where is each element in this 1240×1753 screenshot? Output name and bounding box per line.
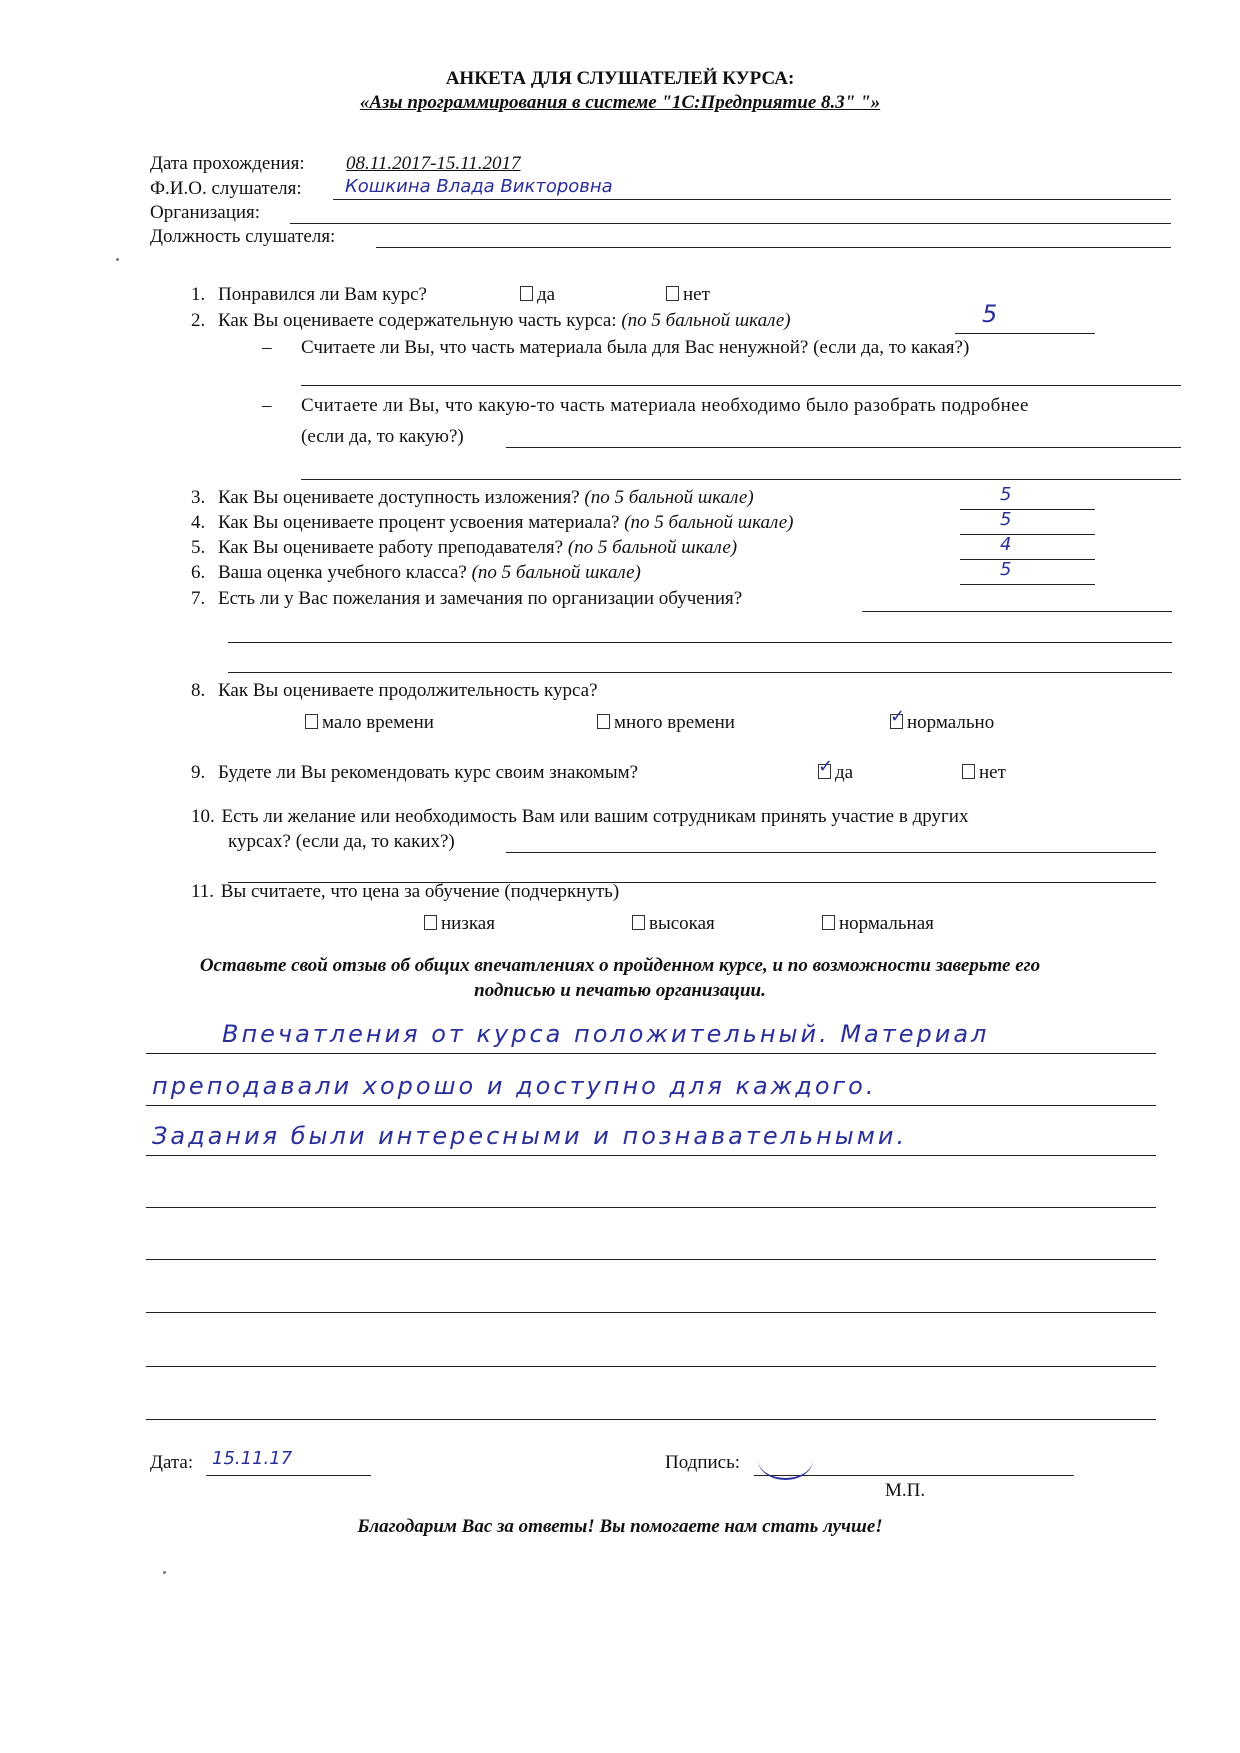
q5-answer-line (960, 559, 1095, 560)
q5-answer[interactable]: 4 (1000, 534, 1012, 555)
feedback-line-4[interactable] (146, 1207, 1156, 1208)
checkbox-icon (666, 286, 679, 301)
feedback-line-3[interactable]: Задания были интересными и познавательными. (152, 1122, 908, 1150)
thanks-message: Благодарим Вас за ответы! Вы помогаете нам стать лучше! (357, 1516, 883, 1537)
checkbox-icon (424, 915, 437, 930)
feedback-line-rule (146, 1053, 1156, 1054)
q2-answer-line (955, 333, 1095, 334)
feedback-line-2[interactable]: преподавали хорошо и доступно для каждого. (152, 1072, 877, 1100)
name-field[interactable]: Кошкина Влада Викторовна (345, 176, 613, 197)
feedback-line-6[interactable] (146, 1312, 1156, 1313)
checkbox-icon (305, 714, 318, 729)
q7-field[interactable] (862, 611, 1172, 612)
question-10: 10. Есть ли желание или необходимость Вам или вашим сотрудникам принять участие в других (191, 806, 969, 827)
checkbox-icon (962, 764, 975, 779)
scan-speck (116, 258, 119, 261)
q2-sub1-dash: – (262, 337, 272, 358)
footer-date-label: Дата: (150, 1452, 194, 1473)
q4-answer[interactable]: 5 (1000, 509, 1012, 530)
checkbox-icon (597, 714, 610, 729)
q8-option-normal[interactable]: ✓ нормально (890, 712, 994, 734)
checkbox-icon (632, 915, 645, 930)
org-field[interactable] (290, 223, 1171, 224)
question-5: 5. Как Вы оцениваете работу преподавателя? (по 5 бальной шкале) (191, 537, 738, 558)
feedback-prompt-2: подписью и печатью организации. (474, 980, 766, 1001)
name-label: Ф.И.О. слушателя: (150, 178, 302, 199)
q4-answer-line (960, 534, 1095, 535)
feedback-line-5[interactable] (146, 1259, 1156, 1260)
q3-answer[interactable]: 5 (1000, 484, 1012, 505)
scan-speck (163, 1571, 166, 1574)
q2-sub2-field-2[interactable] (301, 479, 1181, 480)
q6-answer[interactable]: 5 (1000, 559, 1012, 580)
q2-sub2-text2: (если да, то какую?) (301, 426, 464, 447)
checkbox-icon (520, 286, 533, 301)
q2-sub2-field[interactable] (506, 447, 1181, 448)
q11-option-high[interactable]: высокая (632, 913, 715, 935)
course-name: «Азы программирования в системе "1С:Предприятие 8.3" "» (359, 92, 881, 113)
checked-checkbox-icon (818, 764, 831, 779)
q1-option-no[interactable]: нет (666, 284, 710, 306)
footer-date-value[interactable]: 15.11.17 (212, 1448, 293, 1469)
q6-answer-line (960, 584, 1095, 585)
q8-option-short[interactable]: мало времени (305, 712, 434, 734)
q2-sub2-text: Считаете ли Вы, что какую-то часть материала необходимо было разобрать подробнее (301, 395, 1029, 416)
signature-label: Подпись: (665, 1452, 741, 1473)
q8-option-long[interactable]: много времени (597, 712, 735, 734)
question-2: 2. Как Вы оцениваете содержательную часть курса: (по 5 бальной шкале) (191, 310, 791, 331)
feedback-line-rule (146, 1105, 1156, 1106)
feedback-prompt-1: Оставьте свой отзыв об общих впечатлениях о пройденном курсе, и по возможности заверьте его (199, 955, 1041, 976)
q11-option-normal[interactable]: нормальная (822, 913, 934, 935)
org-label: Организация: (150, 202, 261, 223)
date-label: Дата прохождения: (150, 153, 305, 174)
feedback-line-1[interactable]: Впечатления от курса положительный. Материал (222, 1020, 990, 1048)
question-3: 3. Как Вы оцениваете доступность изложения? (по 5 бальной шкале) (191, 487, 754, 508)
q11-option-low[interactable]: низкая (424, 913, 495, 935)
checkbox-icon (822, 915, 835, 930)
q9-option-yes[interactable]: ✓ да (818, 762, 853, 784)
q9-option-no[interactable]: нет (962, 762, 1006, 784)
q1-option-yes[interactable]: да (520, 284, 555, 306)
q3-answer-line (960, 509, 1095, 510)
q7-field-2[interactable] (228, 642, 1172, 643)
name-underline (333, 199, 1171, 200)
question-8: 8. Как Вы оцениваете продолжительность курса? (191, 680, 598, 701)
checked-checkbox-icon (890, 714, 903, 729)
feedback-line-7[interactable] (146, 1366, 1156, 1367)
footer-date-line (206, 1475, 371, 1476)
question-6: 6. Ваша оценка учебного класса? (по 5 бальной шкале) (191, 562, 641, 583)
question-4: 4. Как Вы оцениваете процент усвоения материала? (по 5 бальной шкале) (191, 512, 794, 533)
q10-field[interactable] (506, 852, 1156, 853)
question-10-cont: курсах? (если да, то каких?) (228, 831, 455, 852)
feedback-line-rule (146, 1155, 1156, 1156)
q2-sub1-text: Считаете ли Вы, что часть материала была для Вас ненужной? (если да, то какая?) (301, 337, 970, 358)
form-title: АНКЕТА ДЛЯ СЛУШАТЕЛЕЙ КУРСА: (445, 68, 795, 89)
q7-field-3[interactable] (228, 672, 1172, 673)
signature-mark (758, 1440, 813, 1480)
position-field[interactable] (376, 247, 1171, 248)
stamp-label: М.П. (885, 1480, 926, 1501)
question-1: 1. Понравился ли Вам курс? (191, 284, 427, 305)
q2-answer[interactable]: 5 (982, 300, 999, 328)
question-9: 9. Будете ли Вы рекомендовать курс своим знакомым? (191, 762, 639, 783)
q2-sub2-dash: – (262, 395, 272, 416)
position-label: Должность слушателя: (150, 226, 336, 247)
feedback-line-8[interactable] (146, 1419, 1156, 1420)
question-11: 11. Вы считаете, что цена за обучение (подчеркнуть) (191, 881, 620, 902)
date-range: 08.11.2017-15.11.2017 (346, 153, 521, 174)
question-7: 7. Есть ли у Вас пожелания и замечания по организации обучения? (191, 588, 743, 609)
q2-sub1-field[interactable] (301, 385, 1181, 386)
